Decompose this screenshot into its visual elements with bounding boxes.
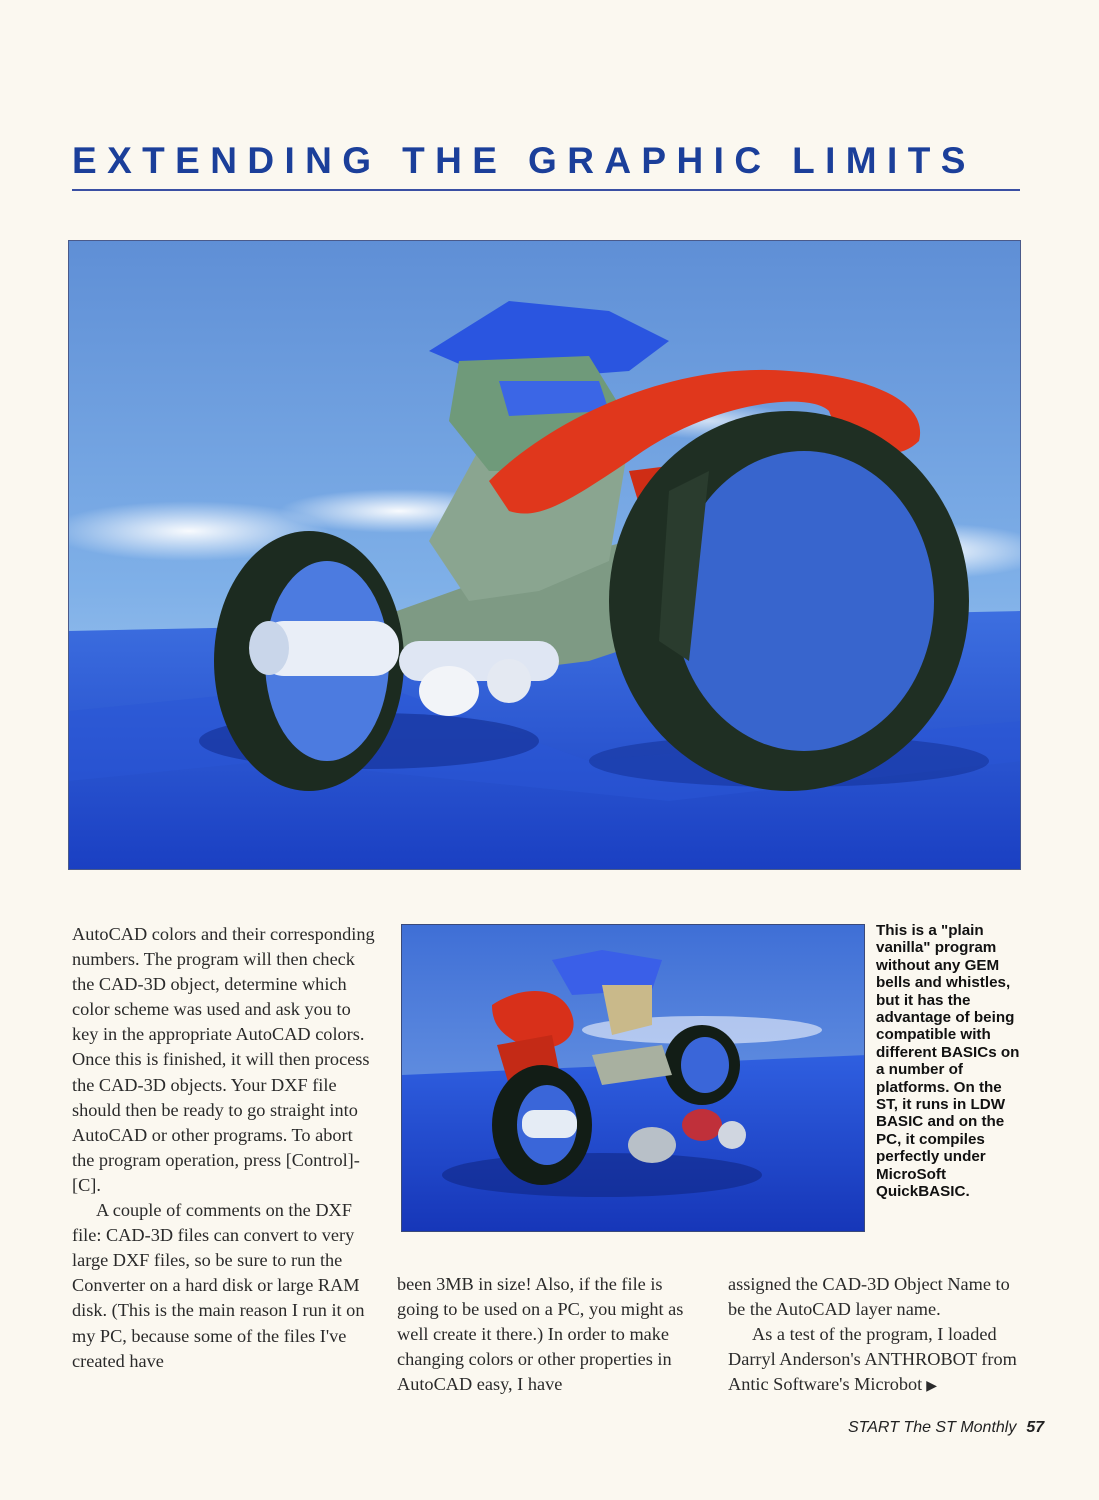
column-1-paragraph-2: A couple of comments on the DXF file: CAD-3D files can convert to very large DXF files, so be sure to run the Converter on a hard disk or large RAM disk. (This is the main reason I run it on my PC, because some of the files I've created have — [72, 1200, 365, 1371]
column-3-paragraph-2-text: As a test of the program, I loaded Darryl Anderson's ANTHROBOT from Antic Software's Microbot — [728, 1324, 1017, 1395]
column-3-paragraph-2 — [728, 1322, 1028, 1399]
inset-robot-render-image — [401, 924, 865, 1232]
body-column-1 — [72, 922, 377, 1374]
footer-magazine-name: START The ST Monthly — [848, 1419, 1017, 1436]
continue-arrow-icon: ▶ — [926, 1379, 937, 1395]
page-footer — [848, 1419, 1045, 1437]
headline-rule — [72, 189, 1020, 191]
column-1-paragraph-1: AutoCAD colors and their corresponding numbers. The program will then check the CAD-3D object, determine which color scheme was used and ask you to key in the appropriate AutoCAD colors. Once this is finished, it will then process the CAD-3D objects. Your DXF file should then be ready to go straight into AutoCAD or other programs. To abort the program operation, press [Control]-[C]. — [72, 924, 375, 1195]
main-robot-render-image — [68, 240, 1021, 870]
body-column-3 — [728, 1272, 1028, 1399]
photo-caption: This is a "plain vanilla" program without any GEM bells and whistles, but it has the advantage of being compatible with different BASICs on a number of platforms. On the ST, it runs in LDW BASIC and on the PC, it compiles perfectly under MicroSoft QuickBASIC. — [876, 922, 1020, 1201]
footer-page-number: 57 — [1026, 1419, 1045, 1436]
column-2-paragraph-1: been 3MB in size! Also, if the file is going to be used on a PC, you might as well create it there.) In order to make changing colors or other properties in AutoCAD easy, I have — [397, 1274, 684, 1395]
column-3-paragraph-1: assigned the CAD-3D Object Name to be the AutoCAD layer name. — [728, 1274, 1010, 1320]
page-headline: EXTENDING THE GRAPHIC LIMITS — [72, 140, 976, 181]
body-column-2 — [397, 1272, 707, 1397]
